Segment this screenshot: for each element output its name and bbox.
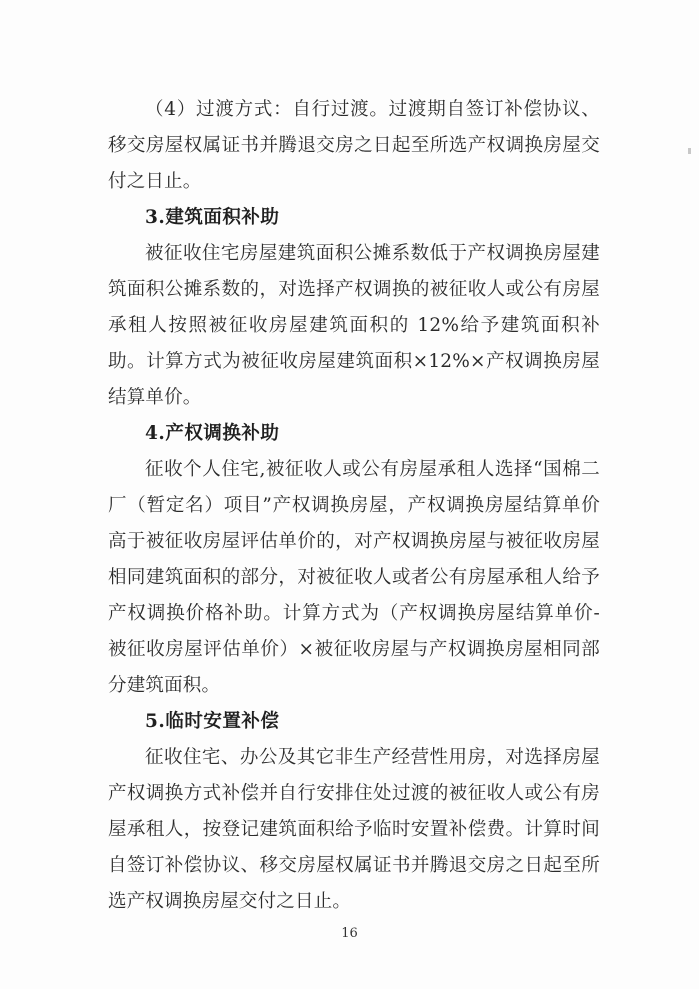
heading-floor-area-subsidy: 3.建筑面积补助 xyxy=(145,207,280,228)
document-body xyxy=(108,92,600,920)
page-number: 16 xyxy=(341,926,358,941)
paragraph-temporary-resettlement: 征收住宅、办公及其它非生产经营性用房，对选择房屋产权调换方式补偿并自行安排住处过渡的被征收人或公有房屋承租人，按登记建筑面积给予临时安置补偿费。计算时间自签订补偿协议、移交房屋权属证书并腾退交房之日起至所选产权调换房屋交付之日止。 xyxy=(108,747,600,912)
scan-edge-mark xyxy=(688,148,691,154)
paragraph-floor-area-subsidy: 被征收住宅房屋建筑面积公摊系数低于产权调换房屋建筑面积公摊系数的，对选择产权调换的被征收人或公有房屋承租人按照被征收房屋建筑面积的 12%给予建筑面积补助。计算方式为被征收房屋建筑面积×12%×产权调换房屋结算单价。 xyxy=(108,243,600,408)
heading-temporary-resettlement: 5.临时安置补偿 xyxy=(145,711,280,732)
paragraph-property-exchange-subsidy: 征收个人住宅,被征收人或公有房屋承租人选择“国棉二厂（暂定名）项目”产权调换房屋，产权调换房屋结算单价高于被征收房屋评估单价的，对产权调换房屋与被征收房屋相同建筑面积的部分，对被征收人或者公有房屋承租人给予产权调换价格补助。计算方式为（产权调换房屋结算单价-被征收房屋评估单价）×被征收房屋与产权调换房屋相同部分建筑面积。 xyxy=(108,459,600,696)
paragraph-transition-method: （4）过渡方式：自行过渡。过渡期自签订补偿协议、移交房屋权属证书并腾退交房之日起至所选产权调换房屋交付之日止。 xyxy=(108,99,600,192)
heading-property-exchange-subsidy: 4.产权调换补助 xyxy=(145,423,280,444)
